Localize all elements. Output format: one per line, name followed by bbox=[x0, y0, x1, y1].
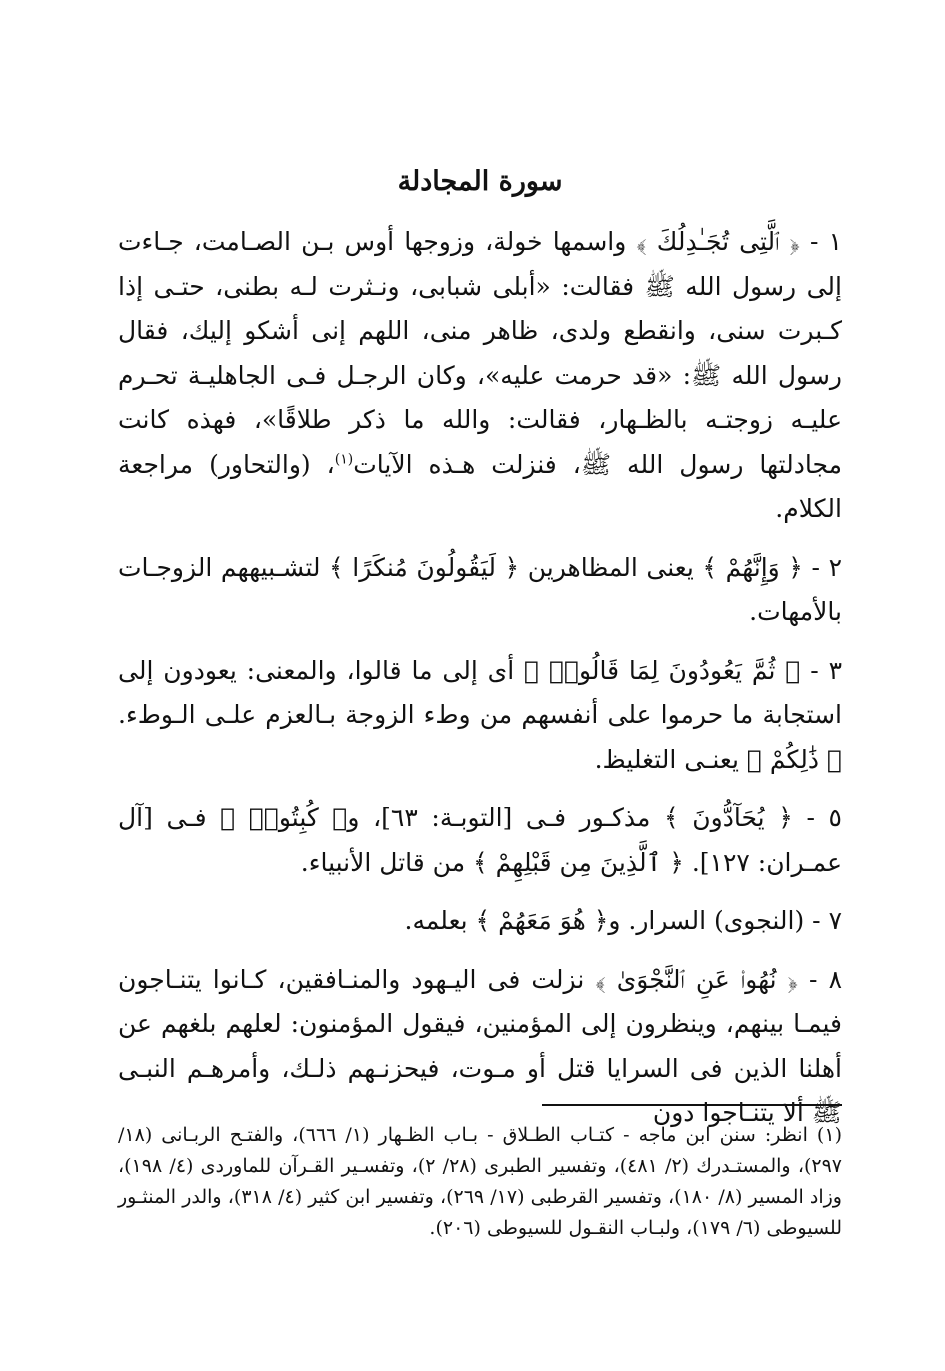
paragraph-1-text: ١ - ﴿ ٱلَّتِى تُجَـٰدِلُكَ ﴾ واسمها خولة، وزوجها أوس بـن الصـامت، جـاءت إلى رسول الله ﷺ فقالت: «أبلى شبابى، ونـثرت لـه بطنى، حتـى إذا كـبرت سنى، وانقطع ولدى، ظاهر منى، اللهم إنى أشكو إليك، فقال رسول الله ﷺ: «قد حرمت عليه»، وكان الرجـل فـى الجاهليـة تحـرم عليـه زوجتـه بالظـهار، فقالت: والله ما ذكر طلاقًا»، فهذه كانت مجادلتها رسول الله ﷺ، فنزلت هـذه الآيات bbox=[118, 227, 842, 479]
paragraph-5 bbox=[118, 796, 842, 885]
paragraph-2 bbox=[118, 546, 842, 635]
paragraph-3-text: ٣ - ﴿ ثُمَّ يَعُودُونَ لِمَا قَالُوا۟ ﴾ أى إلى ما قالوا، والمعنى: يعودون إلى استجابة ما حرموا على أنفسهم من وطء الزوجة بـالعزم علـى الـوطء. ﴿ ذَٰلِكُمْ ﴾ يعنـى التغليظ. bbox=[118, 655, 842, 774]
page-body bbox=[118, 160, 842, 1150]
footnotes-section bbox=[118, 1104, 842, 1244]
paragraph-1-tail: ، (والتحاور) مراجعة الكلام. bbox=[118, 449, 842, 523]
paragraph-2-text: ٢ - ﴿ وَإِنَّهُمْ ﴾ يعنى المظاهرين ﴿ لَيَقُولُونَ مُنكَرًا ﴾ لتشـبيههم الزوجـات بالأمهات. bbox=[118, 552, 842, 626]
paragraph-1 bbox=[118, 220, 842, 532]
footnote-text: (١) انظر: سنن ابن ماجه - كتـاب الطـلاق - بـاب الظـهار (١/ ٦٦٦)، والفتـح الربـانى (١٨/ ٢٩٧)، والمستـدرك (٢/ ٤٨١)، وتفسير الطبرى (٢٨/ ٢)، وتفسـير القـرآن للماوردى (٤/ ١٩٨)، وزاد المسير (٨/ ١٨٠)، وتفسير القرطبى (١٧/ ٢٦٩)، وتفسير ابن كثير (٤/ ٣١٨)، والدر المنثـور للسيوطى (٦/ ١٧٩)، ولبـاب النقـول للسيوطى (٢٠٦). bbox=[118, 1124, 842, 1239]
paragraph-7-text: ٧ - (النجوى) السرار. و﴿ هُوَ مَعَهُمْ ﴾ بعلمه. bbox=[404, 906, 842, 935]
paragraph-7 bbox=[118, 899, 842, 944]
footnote-ref[interactable]: (١) bbox=[334, 451, 354, 468]
footnote-divider bbox=[542, 1104, 842, 1106]
paragraph-5-text: ٥ - ﴿ يُحَآدُّونَ ﴾ مذكـور فـى [التوبـة: ٦٣]، و﴿ كُبِتُوا۟ ﴾ فـى [آل عمـران: ١٢٧]. ﴿ ٱلَّذِينَ مِن قَبْلِهِمْ ﴾ من قاتل الأنبياء. bbox=[118, 803, 842, 877]
page-title: سورة المجادلة bbox=[397, 166, 563, 197]
paragraph-8-text: ٨ - ﴿ نُهُوا۟ عَنِ ٱلنَّجْوَىٰ ﴾ نزلت فى اليـهود والمنـافقين، كـانوا يتنـاجون فيمـا بينهم، وينظرون إلى المؤمنين، فيقول المؤمنون: لعلهم بلغهم عن أهلنا الذين فى السرايا قتل أو مـوت، فيحزنـهم ذلـك، وأمرهـم النبـى ﷺ ألا يتنـاجوا دون bbox=[118, 964, 842, 1127]
paragraph-3 bbox=[118, 649, 842, 783]
